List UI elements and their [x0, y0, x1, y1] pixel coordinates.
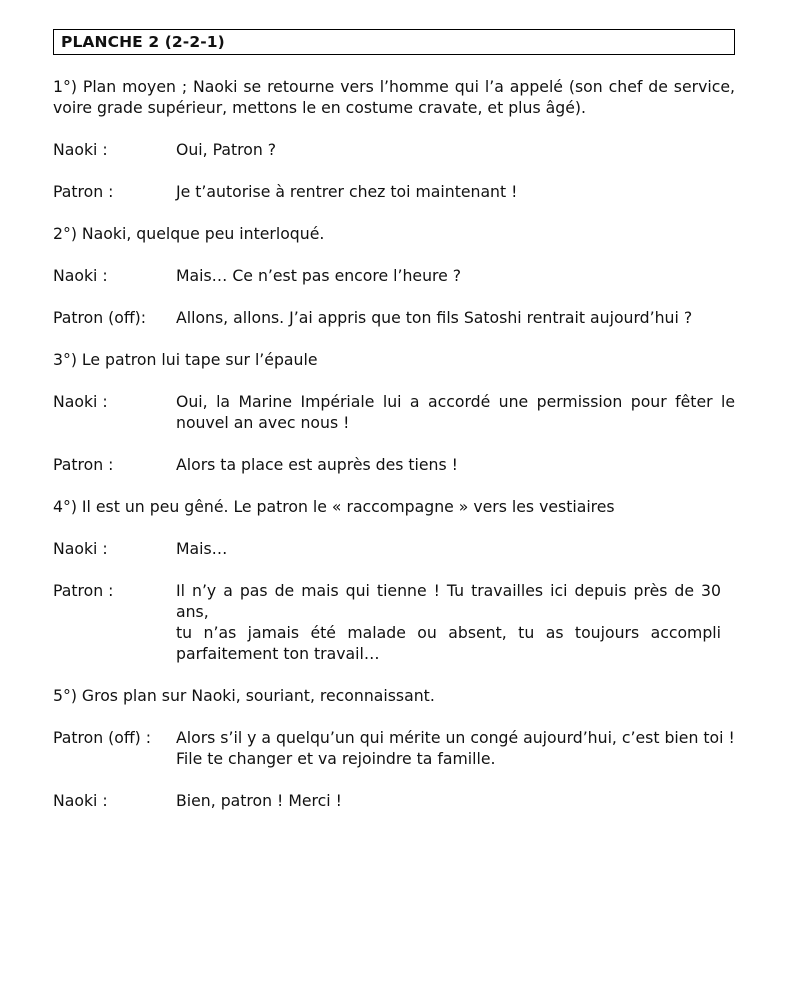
dialogue-text: Je t’autorise à rentrer chez toi maintenant ! [176, 182, 518, 201]
speaker-name: Patron : [53, 455, 114, 474]
dialogue-text: Oui, Patron ? [176, 140, 277, 159]
speaker-name: Patron : [53, 581, 114, 600]
speaker-name: Naoki : [53, 266, 108, 285]
dialogue-line [53, 265, 735, 286]
speaker-name: Patron (off) : [53, 728, 152, 747]
dialogue-line [53, 139, 735, 160]
dialogue-text: Mais… [176, 539, 228, 558]
dialogue-text: Allons, allons. J’ai appris que ton fils Satoshi rentrait aujourd’hui ? [176, 308, 693, 327]
page-title: PLANCHE 2 (2-2-1) [53, 29, 735, 55]
dialogue-line [53, 454, 735, 475]
dialogue-line [53, 790, 735, 811]
dialogue-text: Il n’y a pas de mais qui tienne ! Tu travailles ici depuis près de 30 ans, tu n’as jamais été malade ou absent, tu as toujours accompli parfaitement ton travail… [176, 581, 721, 663]
speaker-name: Naoki : [53, 539, 108, 558]
stage-direction: 2°) Naoki, quelque peu interloqué. [53, 224, 325, 243]
speaker-name: Naoki : [53, 791, 108, 810]
dialogue-text: Mais… Ce n’est pas encore l’heure ? [176, 266, 462, 285]
dialogue-line [53, 580, 735, 664]
dialogue-line [53, 391, 735, 433]
dialogue-text: Alors s’il y a quelqu’un qui mérite un congé aujourd’hui, c’est bien toi ! File te changer et va rejoindre ta famille. [176, 728, 735, 768]
dialogue-text: Alors ta place est auprès des tiens ! [176, 455, 458, 474]
script-page [53, 29, 735, 832]
speaker-name: Patron : [53, 182, 114, 201]
stage-direction: 5°) Gros plan sur Naoki, souriant, reconnaissant. [53, 686, 435, 705]
dialogue-line [53, 307, 735, 328]
stage-direction: 4°) Il est un peu gêné. Le patron le « raccompagne » vers les vestiaires [53, 497, 615, 516]
stage-direction: 3°) Le patron lui tape sur l’épaule [53, 350, 318, 369]
stage-direction: 1°) Plan moyen ; Naoki se retourne vers l’homme qui l’a appelé (son chef de service, voire grade supérieur, mettons le en costume cravate, et plus âgé). [53, 77, 735, 117]
speaker-name: Patron (off): [53, 308, 147, 327]
dialogue-line [53, 181, 735, 202]
speaker-name: Naoki : [53, 140, 108, 159]
speaker-name: Naoki : [53, 392, 108, 411]
dialogue-text: Oui, la Marine Impériale lui a accordé une permission pour fêter le nouvel an avec nous ! [176, 392, 735, 432]
script-content [53, 76, 735, 811]
dialogue-text: Bien, patron ! Merci ! [176, 791, 342, 810]
dialogue-line [53, 727, 735, 769]
dialogue-line [53, 538, 735, 559]
